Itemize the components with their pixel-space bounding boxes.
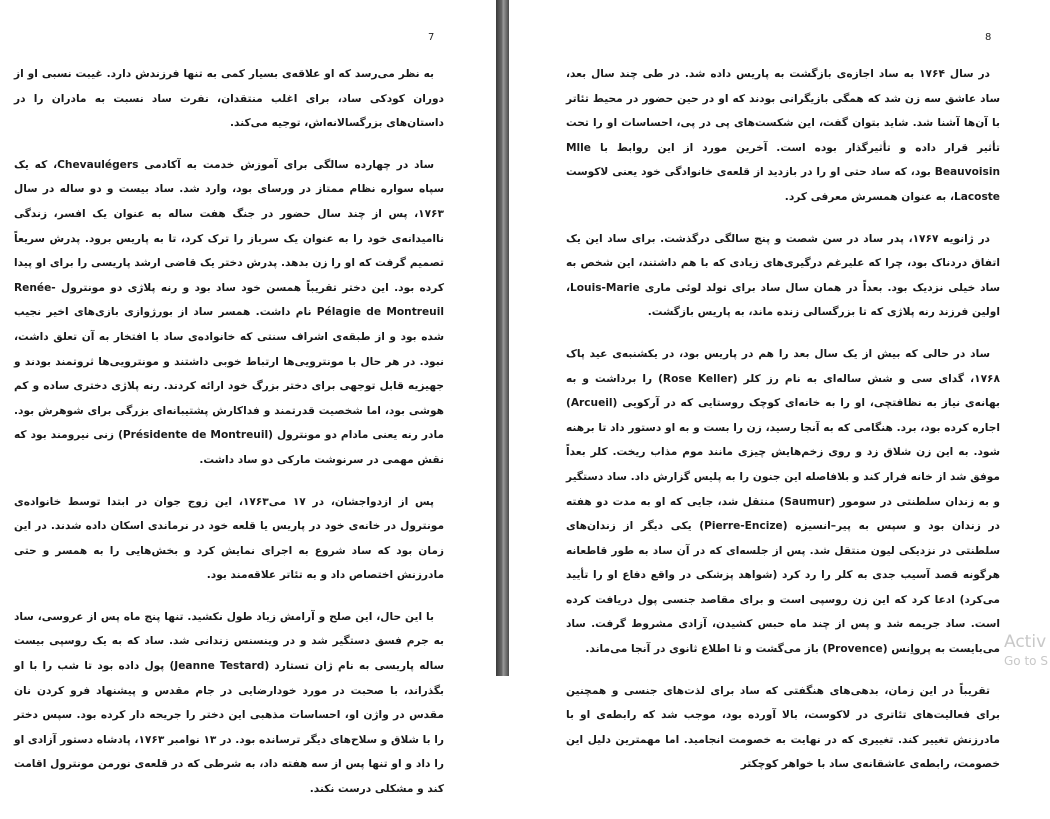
paragraph-text: بود، که ساد حتی او را در بازدید از قلعه‌ی خانوادگی خود یعنی لاکوست	[566, 166, 935, 179]
paragraph-text: باز می‌گشت و تا اطلاع ثانوی در آنجا می‌ماند.	[585, 643, 823, 656]
paragraph-text: پس از ازدواجشان، در ۱۷ می۱۷۶۳، این زوج جوان در ابتدا توسط خانواده‌ی مونترول در خانه‌ی خود در پاریس یا قلعه خود در نرماندی اسکان داده شدند. در این زمان بود که ساد شروع به اجرای نمایش کرد و بخش‌هایی را به همسر و حتی مادرزنش اختصاص داد و به تئاتر علاقه‌مند بود.	[14, 495, 444, 582]
latin-term: Lacoste	[953, 190, 1000, 203]
activation-watermark	[1004, 632, 1048, 670]
paragraph	[566, 62, 1000, 210]
paragraph-text: در سال ۱۷۶۴ به ساد اجازه‌ی بازگشت به پاریس داده شد. در طی چند سال بعد، ساد عاشق سه زن شد که همگی بازیگرانی بودند که او در حین حضور در محیط تئاتر با آن‌ها آشنا شد. شاید بتوان گفت، این شکست‌های پی در پی، احساسات او را تحت تأثیر قرار داده و تأثیرگذار بوده است. آخرین مورد از این روابط با	[566, 68, 1000, 154]
paragraph-text: ساد در چهارده سالگی برای آموزش خدمت به آکادمی	[138, 158, 434, 171]
paragraph-text: ساد در حالی که بیش از یک سال بعد را هم در پاریس بود، در یکشنبه‌ی عید پاک ۱۷۶۸، گدای سی و شش ساله‌ای به نام رز کلر	[566, 347, 1000, 385]
paragraph	[566, 342, 1000, 662]
paragraph-text: ، که یک سپاه سواره نظام ممتاز در ورسای بود، وارد شد. ساد بیست و دو ساله در سال ۱۷۶۳، پس از چند سال حضور در جنگ هفت ساله به عنوان یک افسر، زندگی ناامیدانه‌ی خود را به عنوان یک سرباز را ترک کرد، تا به پاریس برود. پدرش سریعاً تصمیم گرفت که او را زن بدهد. پدرش دختر یک قاضی ارشد پاریسی را برای او پیدا کرده بود. این دختر تقریباً همسن خود ساد بود و رنه پلاژی دو مونترول	[14, 158, 444, 294]
page-number: 8	[985, 32, 992, 43]
paragraph-text: منتقل شد، جایی که او به مدت دو هفته در زندان بود و سپس به پیر–انسیزه	[566, 495, 1000, 533]
paragraph	[14, 605, 444, 802]
latin-term: Renée-Pélagie de Montreuil	[14, 281, 444, 319]
latin-term: (Rose Keller)	[658, 372, 738, 385]
paragraph-text: اجاره کرده بود، برد. هنگامی که به آنجا رسید، زن را بست و به او دستور داد تا برهنه شود. به این زن شلاق زد و روی زخم‌هایش چیزی مانند موم مذاب ریخت. کلر بعداً موفق شد از خانه فرار کند و بلافاصله این جنون را به پلیس گزارش داد. ساد دستگیر و به زندان سلطنتی در سومور	[566, 421, 1000, 508]
book-spine	[496, 0, 509, 676]
latin-term: Mlle Beauvoisin	[566, 141, 1000, 179]
paragraph-text: ، به عنوان همسرش معرفی کرد.	[784, 190, 954, 203]
latin-term: (Jeanne Testard)	[169, 660, 270, 673]
watermark-title: Activ	[1004, 632, 1047, 652]
paragraph-text: به نظر می‌رسد که او علاقه‌ی بسیار کمی به تنها فرزندش دارد. غیبت نسبی او از دوران کودکی ساد، برای اغلب منتقدان، نفرت ساد نسبت به مادران را در داستان‌های بزرگسالانه‌اش، توجیه می‌کند.	[14, 68, 444, 130]
paragraph	[14, 490, 444, 588]
paragraph-text: در ژانویه ۱۷۶۷، پدر ساد در سن شصت و پنج سالگی درگذشت. برای ساد این یک اتفاق دردناک بود، چرا که علیرغم درگیری‌های زیادی که با هم داشتند، این شخص به ساد خیلی نزدیک بود. بعداً در همان سال ساد برای تولد لوئی ماری	[566, 232, 1000, 294]
watermark-subtitle: Go to S	[1004, 654, 1048, 668]
latin-term: (Pierre-Encize)	[699, 520, 788, 533]
paragraph-text: با این حال، این صلح و آرامش زیاد طول نکشید. تنها پنج ماه پس از عروسی، ساد به جرم فسق دستگیر شد و در وینسنس زندانی شد. ساد که به یک روسپی بیست ساله پاریسی به نام ژان تستارد	[14, 610, 445, 673]
latin-term: Chevaulégers	[57, 158, 139, 171]
paragraph	[14, 153, 444, 473]
paragraph-text: نام داشت. همسر ساد از بورژوازی بازی‌های اخیر نجیب شده بود و از طبقه‌ی اشراف سنتی که خانواده‌ی ساد با افتخار به آن تعلق داشت، نبود. در هر حال با مونترویی‌ها ارتباط خوبی داشتند و مونترویی‌ها ثروتمند بودند و جهیزیه قابل توجهی برای دختر بزرگ خود ارائه کردند. رنه پلاژی دختری ساده و کم هوشی بود، اما شخصیت قدرتمند و فداکارش پشتیبانه‌ای بزرگی برای شوهرش بود. مادر رنه یعنی مادام دو مونترول	[14, 306, 444, 442]
latin-term: Louis-Marie	[570, 281, 640, 294]
paragraph	[566, 227, 1000, 325]
latin-term: (Saumur)	[779, 495, 836, 508]
latin-term: (Arcueil)	[566, 397, 618, 410]
paragraph-text: تقریباً در این زمان، بدهی‌های هنگفتی که ساد برای لذت‌های جنسی و همچنین برای فعالیت‌های تئاتری در لاکوست، بالا آورده بود، موجب شد که رابطه‌ی او با مادرزنش تغییر کند. تغییری که در نهایت به خصومت انجامید. اما مهمترین دلیل این خصومت، رابطه‌ی عاشقانه‌ی ساد با خواهر کوچکتر	[566, 684, 1000, 771]
paragraph	[566, 679, 1000, 777]
paragraph-text: زنی نیرومند بود که نقش مهمی در سرنوشت مارکی دو ساد داشت.	[14, 429, 444, 466]
latin-term: (Provence)	[822, 643, 888, 656]
page-body-text	[566, 62, 1000, 794]
paragraph-text: پول داده بود تا شب را با او بگذراند، با صحبت در مورد خودارضایی در جام مقدس و پیشنهاد فرو کردن نان مقدس در واژن او، احساسات مذهبی این دختر را جریحه دار کرده بود. سپس دختر را با شلاق و سلاح‌های دیگر ترسانده بود. در ۱۳ نوامبر ۱۷۶۳، پادشاه دستور آزادی او را داد و او تنها پس از سه هفته داد، به شرطی که در قلعه‌ی نورمن مونترول اقامت کند و مشکلی درست نکند.	[13, 660, 444, 796]
page-number: 7	[428, 32, 435, 43]
page-body-text	[14, 62, 444, 819]
paragraph-text: یکی دیگر از زندان‌های سلطنتی در نزدیکی لیون منتقل شد. پس از جلسه‌ای که در آن ساد به طور قاطعانه هرگونه قصد آسیب جدی به کلر را رد کرد (شواهد پزشکی در واقع دفاع او را تأیید می‌کرد) ادعا کرد که این زن روسپی است و برای مقاصد جنسی پول دریافت کرده است. ساد جریمه شد و پس از چند ماه حبس کشیدن، آزادی مشروط گرفت. ساد می‌بایست به پرواِنس	[566, 520, 1000, 656]
latin-term: (Présidente de Montreuil)	[118, 429, 273, 442]
right-page	[509, 0, 1050, 771]
left-page	[0, 0, 496, 796]
paragraph	[14, 62, 444, 136]
paragraph-text: ، اولین فرزند رنه پلاژی که تا بزرگسالی زنده ماند، به پاریس بازگشت.	[566, 281, 1000, 319]
paragraph-text: را برداشت و به بهانه‌ی نیاز به نظافتچی، او را به خانه‌ای کوچک روستایی که در آرکویی	[566, 372, 1000, 410]
